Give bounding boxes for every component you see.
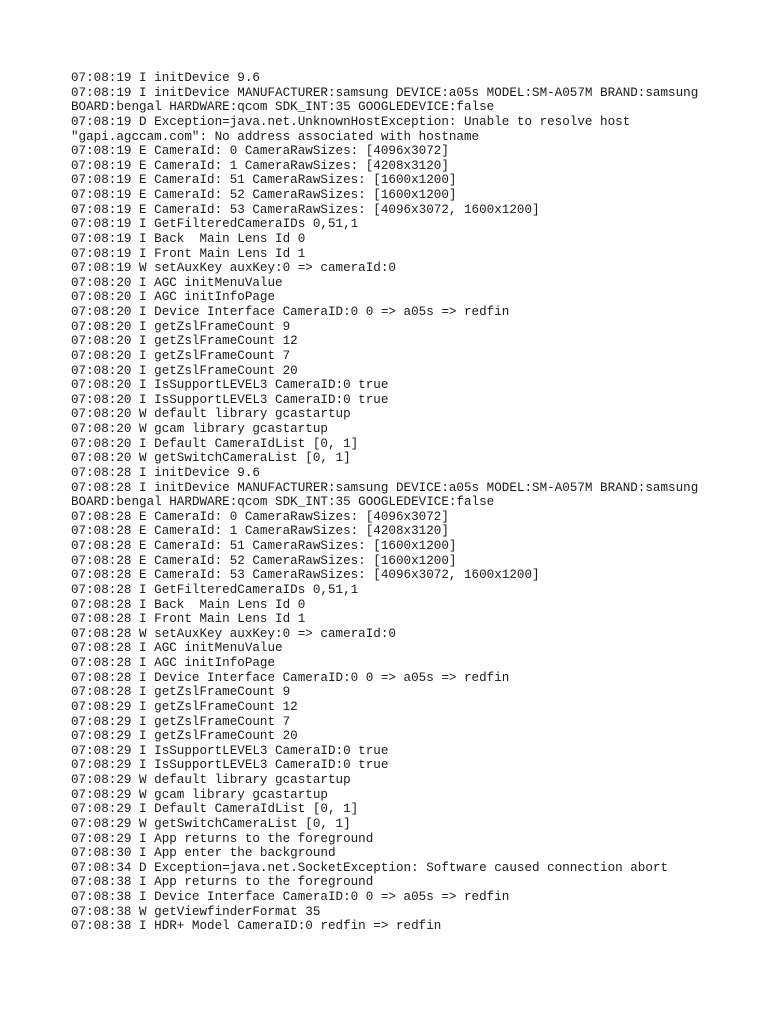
log-line: 07:08:28 E CameraId: 51 CameraRawSizes: [1600x1200]: [71, 539, 457, 553]
log-line: 07:08:38 W getViewfinderFormat 35: [71, 904, 321, 919]
log-line: 07:08:28 W setAuxKey auxKey:0 => cameraId:0: [71, 626, 396, 641]
log-line: 07:08:29 I Default CameraIdList [0, 1]: [71, 802, 359, 817]
log-line: BOARD:bengal HARDWARE:qcom SDK_INT:35 GOOGLEDEVICE:false: [71, 495, 495, 510]
log-line: 07:08:20 I Default CameraIdList [0, 1]: [71, 436, 359, 451]
log-line: 07:08:28 E CameraId: 52 CameraRawSizes: [1600x1200]: [71, 553, 457, 568]
log-line: 07:08:29 I getZslFrameCount 7: [71, 714, 291, 729]
log-line: 07:08:19 E CameraId: 51 CameraRawSizes: [1600x1200]: [71, 173, 457, 188]
log-line: 07:08:20 I getZslFrameCount 9: [71, 319, 291, 334]
log-line: 07:08:20 I AGC initInfoPage: [71, 290, 276, 305]
log-line: 07:08:38 I HDR+ Model CameraID:0 redfin => redfin: [71, 919, 442, 934]
log-line: 07:08:19 I GetFilteredCameraIDs 0,51,1: [71, 217, 359, 232]
log-line: 07:08:30 I App enter the background: [71, 846, 336, 861]
log-line: 07:08:19 E CameraId: 1 CameraRawSizes: [4208x3120]: [71, 158, 449, 173]
log-line: 07:08:28 E CameraId: 53 CameraRawSizes: [4096x3072, 1600x1200]: [71, 568, 540, 583]
log-line: 07:08:20 W default library gcastartup: [71, 407, 351, 422]
log-line: BOARD:bengal HARDWARE:qcom SDK_INT:35 GOOGLEDEVICE:false: [71, 100, 495, 115]
log-line: 07:08:28 E CameraId: 1 CameraRawSizes: [4208x3120]: [71, 524, 449, 539]
log-line: 07:08:38 I Device Interface CameraID:0 0 => a05s => redfin: [71, 890, 510, 904]
log-line: 07:08:28 I AGC initMenuValue: [71, 641, 283, 656]
log-page: [71, 71, 761, 934]
log-line: 07:08:20 I IsSupportLEVEL3 CameraID:0 true: [71, 392, 389, 407]
log-line: 07:08:28 I getZslFrameCount 9: [71, 685, 291, 700]
log-line: 07:08:20 I getZslFrameCount 7: [71, 348, 291, 363]
log-line: 07:08:19 E CameraId: 53 CameraRawSizes: [4096x3072, 1600x1200]: [71, 202, 540, 217]
log-line: 07:08:34 D Exception=java.net.SocketException: Software caused connection abort: [71, 860, 669, 875]
log-line: 07:08:20 I Device Interface CameraID:0 0 => a05s => redfin: [71, 305, 510, 319]
log-line: 07:08:28 I Device Interface CameraID:0 0 => a05s => redfin: [71, 670, 510, 685]
log-line: 07:08:19 I initDevice 9.6: [71, 71, 260, 85]
log-line: 07:08:20 I IsSupportLEVEL3 CameraID:0 true: [71, 378, 389, 393]
log-line: 07:08:28 I GetFilteredCameraIDs 0,51,1: [71, 582, 359, 597]
log-line: 07:08:20 I getZslFrameCount 20: [71, 363, 298, 378]
log-line: 07:08:29 W default library gcastartup: [71, 773, 351, 787]
log-line: 07:08:19 E CameraId: 52 CameraRawSizes: [1600x1200]: [71, 188, 457, 202]
log-line: 07:08:19 W setAuxKey auxKey:0 => cameraId:0: [71, 261, 396, 276]
log-line: 07:08:28 I initDevice 9.6: [71, 465, 260, 480]
log-line: 07:08:28 I initDevice MANUFACTURER:samsung DEVICE:a05s MODEL:SM-A057M BRAND:samsung: [71, 480, 699, 495]
log-line: 07:08:38 I App returns to the foreground: [71, 875, 374, 890]
log-line: 07:08:19 E CameraId: 0 CameraRawSizes: [4096x3072]: [71, 144, 449, 159]
log-line: 07:08:29 W gcam library gcastartup: [71, 787, 328, 802]
log-line: 07:08:28 I AGC initInfoPage: [71, 656, 276, 670]
log-line: 07:08:20 W getSwitchCameraList [0, 1]: [71, 451, 351, 466]
log-line: 07:08:29 I IsSupportLEVEL3 CameraID:0 true: [71, 758, 389, 773]
log-line: 07:08:29 I getZslFrameCount 12: [71, 699, 298, 714]
log-line: 07:08:29 W getSwitchCameraList [0, 1]: [71, 816, 351, 831]
log-line: 07:08:20 W gcam library gcastartup: [71, 422, 328, 436]
log-line: 07:08:28 I Back Main Lens Id 0: [71, 597, 306, 612]
log-line: 07:08:19 D Exception=java.net.UnknownHostException: Unable to resolve host: [71, 114, 631, 129]
log-line: 07:08:20 I AGC initMenuValue: [71, 275, 283, 290]
log-line: "gapi.agccam.com": No address associated with hostname: [71, 129, 480, 144]
log-line: 07:08:29 I getZslFrameCount 20: [71, 729, 298, 744]
log-line: 07:08:20 I getZslFrameCount 12: [71, 334, 298, 349]
log-line: 07:08:19 I initDevice MANUFACTURER:samsung DEVICE:a05s MODEL:SM-A057M BRAND:samsung: [71, 85, 699, 100]
log-line: 07:08:28 E CameraId: 0 CameraRawSizes: [4096x3072]: [71, 509, 449, 524]
log-line: 07:08:19 I Back Main Lens Id 0: [71, 231, 306, 246]
log-line: 07:08:29 I App returns to the foreground: [71, 831, 374, 846]
log-line: 07:08:29 I IsSupportLEVEL3 CameraID:0 true: [71, 743, 389, 758]
log-line: 07:08:28 I Front Main Lens Id 1: [71, 612, 306, 627]
log-line: 07:08:19 I Front Main Lens Id 1: [71, 246, 306, 261]
